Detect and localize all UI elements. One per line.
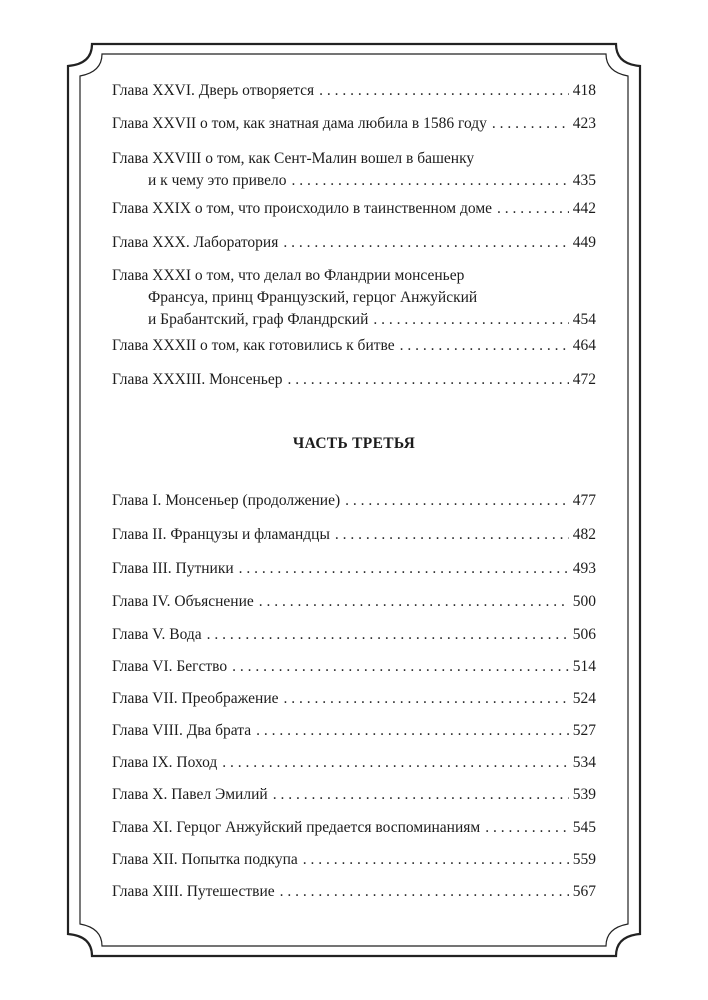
- toc-entry-title-line: Глава VII. Преображение: [112, 690, 279, 707]
- toc-entry: [112, 881, 596, 903]
- toc-entry-title-line: Глава IX. Поход: [112, 754, 218, 771]
- toc-entry-title-line: Глава XXVII о том, как знатная дама любила в 1586 году: [112, 115, 487, 132]
- toc-page-number: 477: [572, 492, 596, 509]
- toc-page-number: 464: [572, 337, 596, 354]
- toc-entry-title-line: Глава XXVI. Дверь отворяется: [112, 82, 315, 99]
- toc-entry-title-line: Глава XXX. Лаборатория: [112, 234, 279, 251]
- dot-leader: [497, 198, 569, 220]
- dot-leader: [319, 80, 569, 102]
- toc-page-number: 524: [572, 690, 596, 707]
- dot-leader: [207, 624, 569, 646]
- dot-leader: [287, 369, 568, 391]
- toc-entry: [112, 688, 596, 710]
- toc-page-number: 418: [572, 82, 596, 99]
- toc-entry: [112, 148, 596, 192]
- toc-entry: [112, 80, 596, 102]
- toc-page-number: 482: [572, 526, 596, 543]
- toc-page-number: 435: [572, 172, 596, 189]
- dot-leader: [280, 881, 569, 903]
- toc-entry-title-line: Глава XII. Попытка подкупа: [112, 851, 298, 868]
- toc-page-number: 559: [572, 851, 596, 868]
- toc-entry: [112, 198, 596, 220]
- toc-entry: [112, 849, 596, 871]
- dot-leader: [284, 688, 569, 710]
- toc-page-number: 472: [572, 371, 596, 388]
- toc-entry: [112, 369, 596, 391]
- toc-entry-title-line: Франсуа, принц Французский, герцог Анжуйский: [148, 289, 478, 306]
- toc-entry-title-line: Глава XXIX о том, что происходило в таинственном доме: [112, 200, 493, 217]
- toc-entry-title-line: Глава XXXIII. Монсеньер: [112, 371, 283, 388]
- toc-entry: [112, 752, 596, 774]
- dot-leader: [291, 170, 568, 192]
- dot-leader: [492, 113, 569, 135]
- toc-entry-title-line: Глава XXVIII о том, как Сент-Малин вошел в башенку: [112, 150, 475, 167]
- toc-entry: [112, 720, 596, 742]
- dot-leader: [256, 720, 569, 742]
- toc-entry-title-line: Глава XXXI о том, что делал во Фландрии монсеньер: [112, 267, 465, 284]
- toc-entry: [112, 656, 596, 678]
- toc-page-number: 449: [572, 234, 596, 251]
- dot-leader: [400, 335, 569, 357]
- toc-page-number: 506: [572, 626, 596, 643]
- toc-entry: [112, 490, 596, 512]
- part-heading: ЧАСТЬ ТРЕТЬЯ: [292, 435, 416, 452]
- dot-leader: [283, 232, 568, 254]
- toc-entry-title-line: Глава X. Павел Эмилий: [112, 786, 268, 803]
- dot-leader: [303, 849, 569, 871]
- dot-leader: [259, 591, 569, 613]
- toc-page-number: 527: [572, 722, 596, 739]
- dot-leader: [273, 784, 569, 806]
- toc-page-number: 534: [572, 754, 596, 771]
- toc-entry: [112, 524, 596, 546]
- table-of-contents: [112, 0, 596, 1000]
- dot-leader: [373, 309, 568, 331]
- dot-leader: [222, 752, 568, 774]
- toc-page-number: 442: [572, 200, 596, 217]
- toc-entry-title-line: Глава XIII. Путешествие: [112, 883, 275, 900]
- toc-entry: [112, 624, 596, 646]
- toc-entry-title-line: и Брабантский, граф Фландрский: [148, 311, 369, 328]
- toc-entry-title-line: Глава II. Французы и фламандцы: [112, 526, 330, 543]
- toc-entry: [112, 784, 596, 806]
- toc-entry-title-line: и к чему это привело: [148, 172, 287, 189]
- toc-entry-title-line: Глава XXXII о том, как готовились к битве: [112, 337, 395, 354]
- dot-leader: [335, 524, 569, 546]
- toc-entry: [112, 817, 596, 839]
- toc-entry: [112, 113, 596, 135]
- toc-page-number: 514: [572, 658, 596, 675]
- dot-leader: [485, 817, 569, 839]
- toc-page-number: 454: [572, 311, 596, 328]
- toc-page-number: 567: [572, 883, 596, 900]
- toc-entry-title-line: Глава VIII. Два брата: [112, 722, 252, 739]
- toc-entry: [112, 232, 596, 254]
- toc-page-number: 545: [572, 819, 596, 836]
- toc-page-number: 500: [572, 593, 596, 610]
- toc-page-number: 493: [572, 560, 596, 577]
- toc-entry: [112, 558, 596, 580]
- toc-entry-title-line: Глава I. Монсеньер (продолжение): [112, 492, 341, 509]
- toc-page-number: 539: [572, 786, 596, 803]
- toc-entry-title-line: Глава XI. Герцог Анжуйский предается воспоминаниям: [112, 819, 481, 836]
- dot-leader: [345, 490, 569, 512]
- toc-entry-title-line: Глава V. Вода: [112, 626, 202, 643]
- toc-entry: [112, 335, 596, 357]
- dot-leader: [232, 656, 569, 678]
- toc-entry: [112, 265, 596, 331]
- toc-entry-title-line: Глава VI. Бегство: [112, 658, 228, 675]
- dot-leader: [239, 558, 569, 580]
- toc-entry-title-line: Глава IV. Объяснение: [112, 593, 254, 610]
- toc-entry: [112, 591, 596, 613]
- toc-page-number: 423: [572, 115, 596, 132]
- toc-entry-title-line: Глава III. Путники: [112, 560, 234, 577]
